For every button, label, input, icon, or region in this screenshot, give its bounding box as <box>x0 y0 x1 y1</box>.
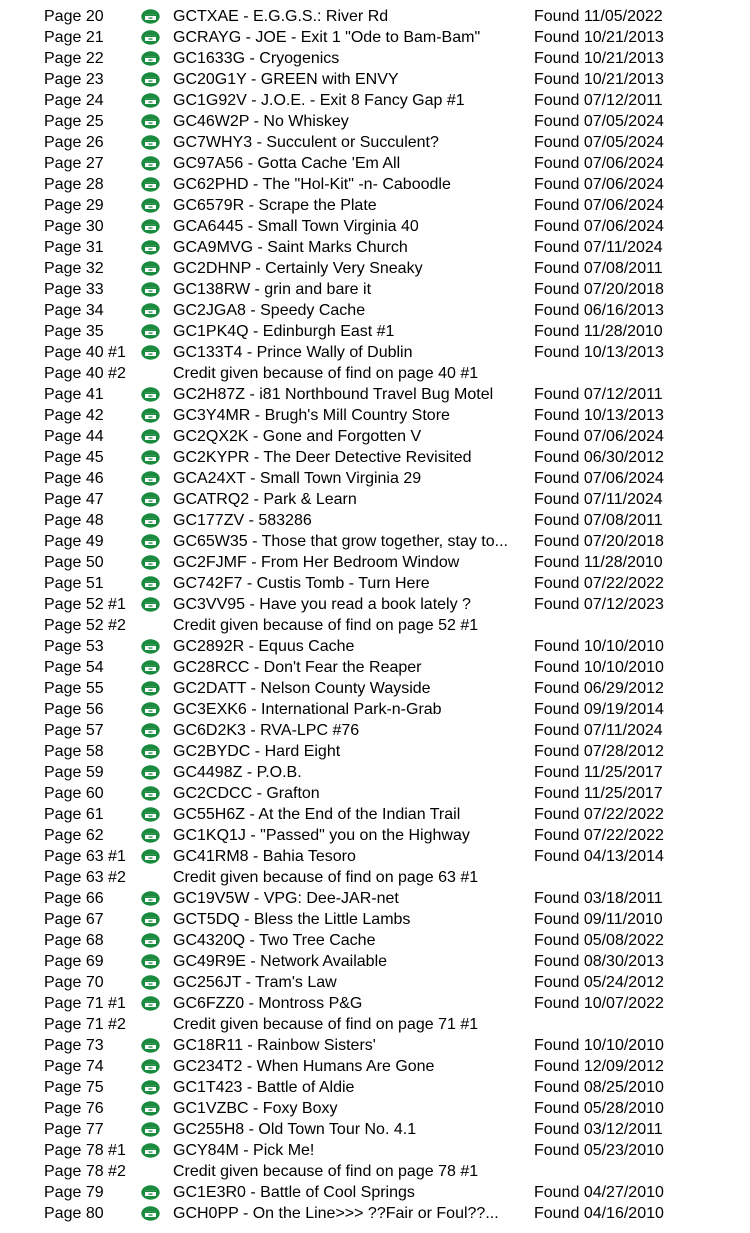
cache-link[interactable]: GCA9MVG - Saint Marks Church <box>173 239 408 256</box>
traditional-cache-icon <box>141 534 160 549</box>
page-label: Page 78 #1 <box>44 1142 126 1159</box>
page-label: Page 28 <box>44 176 104 193</box>
cache-link[interactable]: GC742F7 - Custis Tomb - Turn Here <box>173 575 430 592</box>
traditional-cache-icon <box>141 933 160 948</box>
list-item <box>0 216 750 237</box>
list-item <box>0 153 750 174</box>
cache-link[interactable]: GC1PK4Q - Edinburgh East #1 <box>173 323 395 340</box>
page-label: Page 78 #2 <box>44 1163 126 1180</box>
cache-link[interactable]: GC133T4 - Prince Wally of Dublin <box>173 344 413 361</box>
credit-note: Credit given because of find on page 78 #1 <box>173 1163 479 1180</box>
found-date: Found 07/20/2018 <box>534 281 664 298</box>
page-label: Page 30 <box>44 218 104 235</box>
list-item <box>0 951 750 972</box>
found-date: Found 12/09/2012 <box>534 1058 664 1075</box>
found-date: Found 06/16/2013 <box>534 302 664 319</box>
found-date: Found 03/18/2011 <box>534 890 663 907</box>
traditional-cache-icon <box>141 849 160 864</box>
list-item <box>0 720 750 741</box>
found-date: Found 10/13/2013 <box>534 344 664 361</box>
found-date: Found 07/06/2024 <box>534 470 664 487</box>
cache-link[interactable]: GC2DATT - Nelson County Wayside <box>173 680 431 697</box>
page-label: Page 68 <box>44 932 104 949</box>
page-label: Page 31 <box>44 239 104 256</box>
page-label: Page 40 #2 <box>44 365 126 382</box>
page-label: Page 58 <box>44 743 104 760</box>
list-item <box>0 615 750 636</box>
found-date: Found 11/05/2022 <box>534 8 663 25</box>
page-label: Page 79 <box>44 1184 104 1201</box>
page-label: Page 22 <box>44 50 104 67</box>
page-label: Page 42 <box>44 407 104 424</box>
found-date: Found 05/28/2010 <box>534 1100 664 1117</box>
page-label: Page 59 <box>44 764 104 781</box>
list-item <box>0 1056 750 1077</box>
cache-link[interactable]: GCH0PP - On the Line>>> ??Fair or Foul??... <box>173 1205 499 1222</box>
page-label: Page 48 <box>44 512 104 529</box>
page-label: Page 70 <box>44 974 104 991</box>
list-item <box>0 69 750 90</box>
page-label: Page 74 <box>44 1058 104 1075</box>
found-date: Found 11/25/2017 <box>534 764 663 781</box>
found-date: Found 07/11/2024 <box>534 722 663 739</box>
list-item <box>0 783 750 804</box>
list-item <box>0 1098 750 1119</box>
page-label: Page 50 <box>44 554 104 571</box>
found-date: Found 10/10/2010 <box>534 659 664 676</box>
list-item <box>0 972 750 993</box>
found-date: Found 04/16/2010 <box>534 1205 664 1222</box>
cache-link[interactable]: GC2JGA8 - Speedy Cache <box>173 302 366 319</box>
page-label: Page 63 #2 <box>44 869 126 886</box>
cache-link[interactable]: GC1VZBC - Foxy Boxy <box>173 1100 338 1117</box>
cache-link[interactable]: GC7WHY3 - Succulent or Succulent? <box>173 134 439 151</box>
found-date: Found 07/22/2022 <box>534 806 664 823</box>
found-date: Found 07/12/2011 <box>534 92 663 109</box>
traditional-cache-icon <box>141 261 160 276</box>
page-label: Page 76 <box>44 1100 104 1117</box>
traditional-cache-icon <box>141 681 160 696</box>
traditional-cache-icon <box>141 345 160 360</box>
cache-link[interactable]: GC62PHD - The "Hol-Kit" -n- Caboodle <box>173 176 451 193</box>
cache-link[interactable]: GC6D2K3 - RVA-LPC #76 <box>173 722 360 739</box>
traditional-cache-icon <box>141 219 160 234</box>
found-date: Found 08/30/2013 <box>534 953 664 970</box>
cache-link[interactable]: GCY84M - Pick Me! <box>173 1142 315 1159</box>
cache-link[interactable]: GC1G92V - J.O.E. - Exit 8 Fancy Gap #1 <box>173 92 465 109</box>
found-date: Found 10/07/2022 <box>534 995 664 1012</box>
traditional-cache-icon <box>141 1059 160 1074</box>
found-caches-list <box>0 6 750 1224</box>
found-date: Found 04/13/2014 <box>534 848 664 865</box>
traditional-cache-icon <box>141 576 160 591</box>
cache-link[interactable]: GCT5DQ - Bless the Little Lambs <box>173 911 411 928</box>
traditional-cache-icon <box>141 114 160 129</box>
traditional-cache-icon <box>141 303 160 318</box>
traditional-cache-icon <box>141 177 160 192</box>
list-item <box>0 321 750 342</box>
cache-link[interactable]: GC138RW - grin and bare it <box>173 281 372 298</box>
found-date: Found 04/27/2010 <box>534 1184 664 1201</box>
page-label: Page 25 <box>44 113 104 130</box>
cache-link[interactable]: GC3EXK6 - International Park-n-Grab <box>173 701 442 718</box>
cache-link[interactable]: GC6FZZ0 - Montross P&G <box>173 995 363 1012</box>
found-date: Found 07/06/2024 <box>534 176 664 193</box>
cache-link[interactable]: GCA6445 - Small Town Virginia 40 <box>173 218 419 235</box>
cache-link[interactable]: GC18R11 - Rainbow Sisters' <box>173 1037 376 1054</box>
cache-link[interactable]: GC2CDCC - Grafton <box>173 785 320 802</box>
list-item <box>0 342 750 363</box>
page-label: Page 54 <box>44 659 104 676</box>
list-item <box>0 1035 750 1056</box>
list-item <box>0 1140 750 1161</box>
traditional-cache-icon <box>141 429 160 444</box>
traditional-cache-icon <box>141 891 160 906</box>
traditional-cache-icon <box>141 597 160 612</box>
found-date: Found 07/08/2011 <box>534 260 663 277</box>
cache-link[interactable]: GC1E3R0 - Battle of Cool Springs <box>173 1184 415 1201</box>
page-label: Page 69 <box>44 953 104 970</box>
list-item <box>0 867 750 888</box>
traditional-cache-icon <box>141 660 160 675</box>
cache-link[interactable]: GC97A56 - Gotta Cache 'Em All <box>173 155 401 172</box>
list-item <box>0 1161 750 1182</box>
list-item <box>0 846 750 867</box>
list-item <box>0 384 750 405</box>
traditional-cache-icon <box>141 471 160 486</box>
page-label: Page 27 <box>44 155 104 172</box>
found-date: Found 07/08/2011 <box>534 512 663 529</box>
credit-note: Credit given because of find on page 63 #1 <box>173 869 479 886</box>
page-label: Page 52 #2 <box>44 617 126 634</box>
page-label: Page 33 <box>44 281 104 298</box>
page-label: Page 35 <box>44 323 104 340</box>
found-date: Found 07/20/2018 <box>534 533 664 550</box>
list-item <box>0 573 750 594</box>
page-label: Page 77 <box>44 1121 104 1138</box>
cache-link[interactable]: GC177ZV - 583286 <box>173 512 312 529</box>
found-date: Found 07/06/2024 <box>534 218 664 235</box>
traditional-cache-icon <box>141 1080 160 1095</box>
list-item <box>0 1182 750 1203</box>
list-item <box>0 426 750 447</box>
page-label: Page 53 <box>44 638 104 655</box>
found-date: Found 07/11/2024 <box>534 491 663 508</box>
traditional-cache-icon <box>141 513 160 528</box>
page-label: Page 60 <box>44 785 104 802</box>
list-item <box>0 804 750 825</box>
list-item <box>0 909 750 930</box>
traditional-cache-icon <box>141 975 160 990</box>
list-item <box>0 258 750 279</box>
found-date: Found 06/29/2012 <box>534 680 664 697</box>
cache-link[interactable]: GC2BYDC - Hard Eight <box>173 743 341 760</box>
found-date: Found 07/22/2022 <box>534 575 664 592</box>
traditional-cache-icon <box>141 828 160 843</box>
traditional-cache-icon <box>141 639 160 654</box>
traditional-cache-icon <box>141 72 160 87</box>
traditional-cache-icon <box>141 723 160 738</box>
page-label: Page 62 <box>44 827 104 844</box>
list-item <box>0 6 750 27</box>
list-item <box>0 531 750 552</box>
found-date: Found 07/12/2011 <box>534 386 663 403</box>
list-item <box>0 174 750 195</box>
list-item <box>0 1119 750 1140</box>
credit-note: Credit given because of find on page 71 #1 <box>173 1016 479 1033</box>
list-item <box>0 279 750 300</box>
cache-link[interactable]: GC20G1Y - GREEN with ENVY <box>173 71 399 88</box>
page-label: Page 80 <box>44 1205 104 1222</box>
list-item <box>0 930 750 951</box>
page-label: Page 61 <box>44 806 104 823</box>
cache-link[interactable]: GC1T423 - Battle of Aldie <box>173 1079 355 1096</box>
traditional-cache-icon <box>141 324 160 339</box>
traditional-cache-icon <box>141 1122 160 1137</box>
page-label: Page 63 #1 <box>44 848 126 865</box>
cache-link[interactable]: GC234T2 - When Humans Are Gone <box>173 1058 435 1075</box>
cache-link[interactable]: GC2QX2K - Gone and Forgotten V <box>173 428 422 445</box>
found-date: Found 10/21/2013 <box>534 29 664 46</box>
list-item <box>0 90 750 111</box>
cache-link[interactable]: GC65W35 - Those that grow together, stay to... <box>173 533 508 550</box>
page-label: Page 51 <box>44 575 104 592</box>
traditional-cache-icon <box>141 954 160 969</box>
cache-link[interactable]: GC2KYPR - The Deer Detective Revisited <box>173 449 472 466</box>
traditional-cache-icon <box>141 1185 160 1200</box>
found-date: Found 10/13/2013 <box>534 407 664 424</box>
cache-link[interactable]: GC1633G - Cryogenics <box>173 50 340 67</box>
list-item <box>0 363 750 384</box>
traditional-cache-icon <box>141 786 160 801</box>
list-item <box>0 699 750 720</box>
cache-link[interactable]: GCA24XT - Small Town Virginia 29 <box>173 470 422 487</box>
traditional-cache-icon <box>141 702 160 717</box>
cache-link[interactable]: GCATRQ2 - Park & Learn <box>173 491 357 508</box>
list-item <box>0 825 750 846</box>
found-date: Found 07/05/2024 <box>534 134 664 151</box>
traditional-cache-icon <box>141 1206 160 1221</box>
cache-link[interactable]: GC2DHNP - Certainly Very Sneaky <box>173 260 423 277</box>
found-date: Found 07/06/2024 <box>534 155 664 172</box>
traditional-cache-icon <box>141 450 160 465</box>
found-date: Found 10/21/2013 <box>534 50 664 67</box>
found-date: Found 09/11/2010 <box>534 911 663 928</box>
cache-link[interactable]: GC6579R - Scrape the Plate <box>173 197 377 214</box>
cache-link[interactable]: GC1KQ1J - "Passed" you on the Highway <box>173 827 470 844</box>
traditional-cache-icon <box>141 51 160 66</box>
credit-note: Credit given because of find on page 52 #1 <box>173 617 479 634</box>
list-item <box>0 195 750 216</box>
found-date: Found 06/30/2012 <box>534 449 664 466</box>
traditional-cache-icon <box>141 555 160 570</box>
cache-link[interactable]: GC49R9E - Network Available <box>173 953 388 970</box>
found-date: Found 07/22/2022 <box>534 827 664 844</box>
list-item <box>0 405 750 426</box>
found-date: Found 11/28/2010 <box>534 323 663 340</box>
traditional-cache-icon <box>141 408 160 423</box>
page-label: Page 44 <box>44 428 104 445</box>
cache-link[interactable]: GC19V5W - VPG: Dee-JAR-net <box>173 890 399 907</box>
cache-link[interactable]: GC3Y4MR - Brugh's Mill Country Store <box>173 407 450 424</box>
traditional-cache-icon <box>141 1101 160 1116</box>
found-date: Found 07/12/2023 <box>534 596 664 613</box>
list-item <box>0 447 750 468</box>
traditional-cache-icon <box>141 765 160 780</box>
list-item <box>0 741 750 762</box>
found-date: Found 10/10/2010 <box>534 1037 664 1054</box>
cache-link[interactable]: GC55H6Z - At the End of the Indian Trail <box>173 806 461 823</box>
page-label: Page 52 #1 <box>44 596 126 613</box>
traditional-cache-icon <box>141 156 160 171</box>
list-item <box>0 993 750 1014</box>
list-item <box>0 27 750 48</box>
page-label: Page 56 <box>44 701 104 718</box>
page-label: Page 71 #2 <box>44 1016 126 1033</box>
page-label: Page 40 #1 <box>44 344 126 361</box>
traditional-cache-icon <box>141 93 160 108</box>
cache-link[interactable]: GC2H87Z - i81 Northbound Travel Bug Motel <box>173 386 494 403</box>
page-label: Page 45 <box>44 449 104 466</box>
cache-link[interactable]: GC46W2P - No Whiskey <box>173 113 349 130</box>
found-date: Found 05/08/2022 <box>534 932 664 949</box>
traditional-cache-icon <box>141 996 160 1011</box>
cache-link[interactable]: GC41RM8 - Bahia Tesoro <box>173 848 356 865</box>
found-date: Found 11/28/2010 <box>534 554 663 571</box>
cache-link[interactable]: GC28RCC - Don't Fear the Reaper <box>173 659 422 676</box>
found-date: Found 11/25/2017 <box>534 785 663 802</box>
page-label: Page 55 <box>44 680 104 697</box>
found-date: Found 10/21/2013 <box>534 71 664 88</box>
found-date: Found 08/25/2010 <box>534 1079 664 1096</box>
list-item <box>0 1203 750 1224</box>
list-item <box>0 510 750 531</box>
traditional-cache-icon <box>141 198 160 213</box>
found-date: Found 03/12/2011 <box>534 1121 663 1138</box>
found-date: Found 10/10/2010 <box>534 638 664 655</box>
traditional-cache-icon <box>141 1038 160 1053</box>
cache-link[interactable]: GC3VV95 - Have you read a book lately ? <box>173 596 471 613</box>
page-label: Page 75 <box>44 1079 104 1096</box>
traditional-cache-icon <box>141 282 160 297</box>
traditional-cache-icon <box>141 240 160 255</box>
traditional-cache-icon <box>141 1143 160 1158</box>
page-label: Page 21 <box>44 29 104 46</box>
page-label: Page 46 <box>44 470 104 487</box>
list-item <box>0 1077 750 1098</box>
list-item <box>0 888 750 909</box>
found-date: Found 07/11/2024 <box>534 239 663 256</box>
page-label: Page 23 <box>44 71 104 88</box>
cache-link[interactable]: GC2892R - Equus Cache <box>173 638 355 655</box>
traditional-cache-icon <box>141 30 160 45</box>
traditional-cache-icon <box>141 807 160 822</box>
credit-note: Credit given because of find on page 40 #1 <box>173 365 479 382</box>
traditional-cache-icon <box>141 9 160 24</box>
traditional-cache-icon <box>141 387 160 402</box>
list-item <box>0 678 750 699</box>
page-label: Page 47 <box>44 491 104 508</box>
found-date: Found 07/05/2024 <box>534 113 664 130</box>
found-date: Found 05/23/2010 <box>534 1142 664 1159</box>
list-item <box>0 636 750 657</box>
page-label: Page 71 #1 <box>44 995 126 1012</box>
cache-link[interactable]: GC255H8 - Old Town Tour No. 4.1 <box>173 1121 417 1138</box>
traditional-cache-icon <box>141 744 160 759</box>
found-date: Found 07/06/2024 <box>534 428 664 445</box>
list-item <box>0 111 750 132</box>
page-label: Page 57 <box>44 722 104 739</box>
found-date: Found 09/19/2014 <box>534 701 664 718</box>
found-date: Found 07/28/2012 <box>534 743 664 760</box>
list-item <box>0 552 750 573</box>
page-label: Page 49 <box>44 533 104 550</box>
list-item <box>0 657 750 678</box>
page-label: Page 67 <box>44 911 104 928</box>
list-item <box>0 762 750 783</box>
page-label: Page 29 <box>44 197 104 214</box>
list-item <box>0 1014 750 1035</box>
list-item <box>0 489 750 510</box>
cache-link[interactable]: GC4320Q - Two Tree Cache <box>173 932 376 949</box>
page-label: Page 24 <box>44 92 104 109</box>
cache-link[interactable]: GCTXAE - E.G.G.S.: River Rd <box>173 8 389 25</box>
list-item <box>0 48 750 69</box>
list-item <box>0 300 750 321</box>
cache-link[interactable]: GC4498Z - P.O.B. <box>173 764 302 781</box>
page-label: Page 26 <box>44 134 104 151</box>
page-label: Page 41 <box>44 386 104 403</box>
found-date: Found 07/06/2024 <box>534 197 664 214</box>
traditional-cache-icon <box>141 135 160 150</box>
traditional-cache-icon <box>141 912 160 927</box>
list-item <box>0 237 750 258</box>
page-label: Page 34 <box>44 302 104 319</box>
list-item <box>0 468 750 489</box>
list-item <box>0 594 750 615</box>
traditional-cache-icon <box>141 492 160 507</box>
found-date: Found 05/24/2012 <box>534 974 664 991</box>
cache-link[interactable]: GC256JT - Tram's Law <box>173 974 337 991</box>
page-label: Page 73 <box>44 1037 104 1054</box>
cache-link[interactable]: GC2FJMF - From Her Bedroom Window <box>173 554 460 571</box>
page-label: Page 32 <box>44 260 104 277</box>
list-item <box>0 132 750 153</box>
page-label: Page 20 <box>44 8 104 25</box>
cache-link[interactable]: GCRAYG - JOE - Exit 1 "Ode to Bam-Bam" <box>173 29 481 46</box>
page-label: Page 66 <box>44 890 104 907</box>
